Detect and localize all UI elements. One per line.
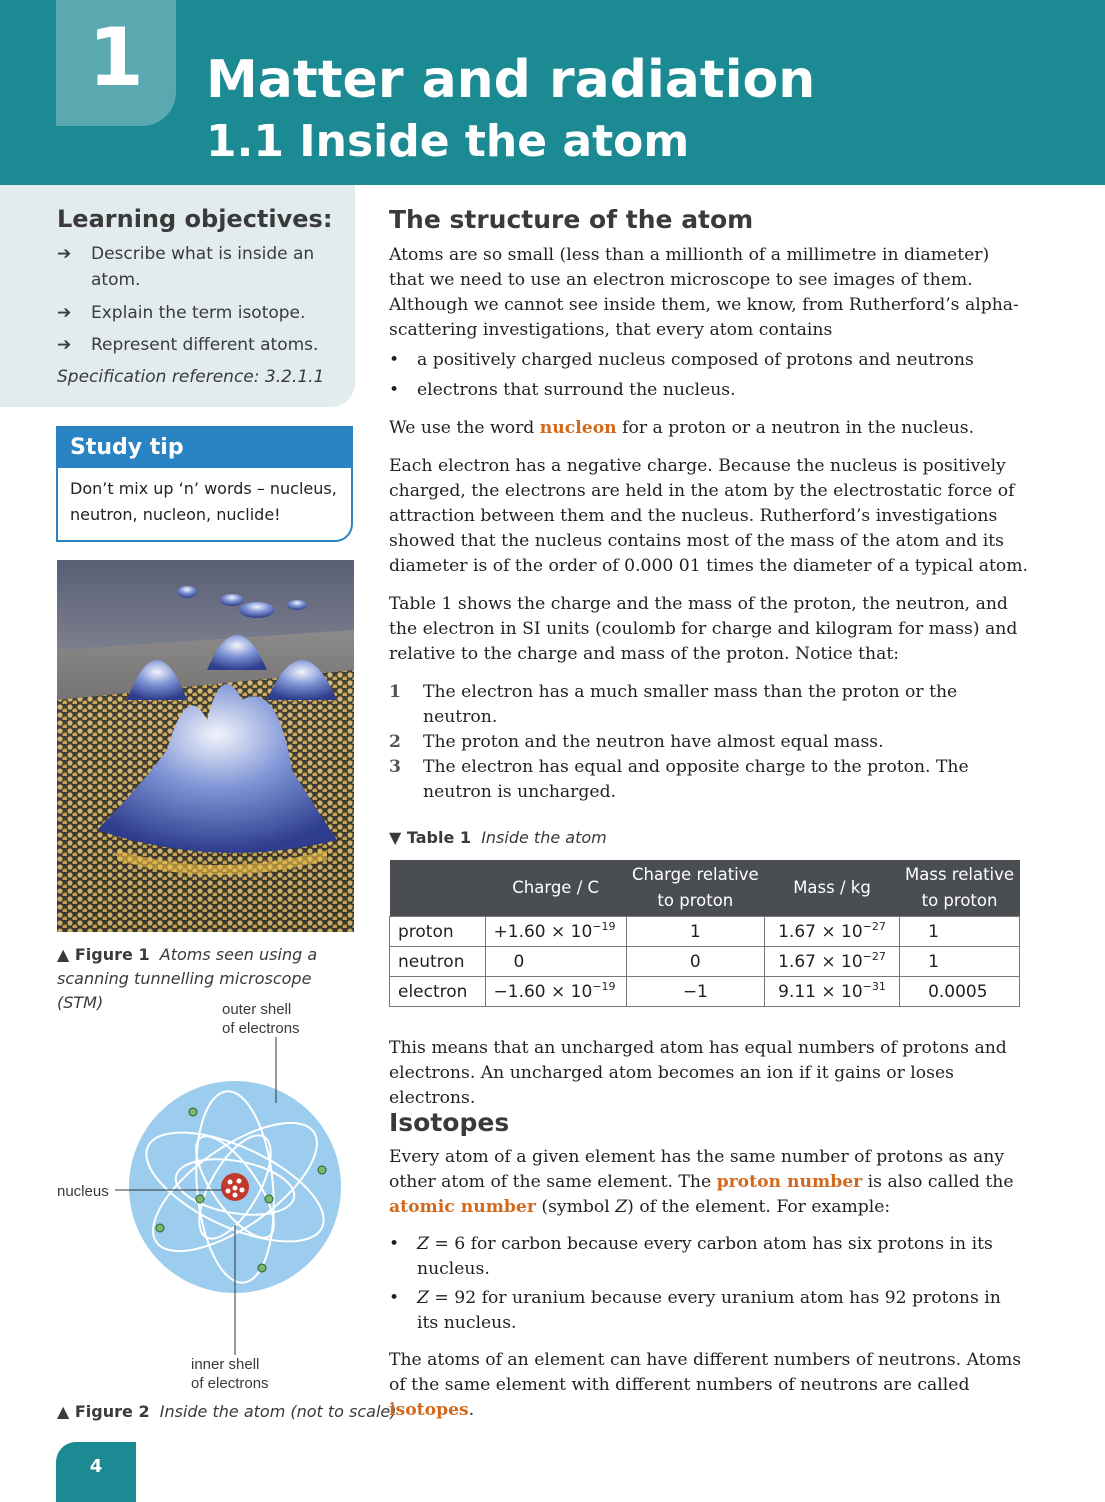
chapter-number: 1 [88,11,144,104]
study-tip-title: Study tip [70,435,184,460]
section-title: 1.1 Inside the atom [206,116,690,167]
bullet-dot: • [389,1234,400,1254]
triangle-down-icon: ▼ [389,828,407,847]
nucleus-label: nucleus [57,1183,109,1200]
table-row: proton $+1.60 \times 10^{-19}$ 1 $1.67 \times 10^{-27}$ 1 [390,917,1020,947]
keyword-nucleon: nucleon [539,418,617,438]
paragraph-proton-number: Every atom of a given element has the same number of protons as any other atom of the same element. The proton number is also called the atomic number (symbol Z) of the element. For example: [389,1147,1014,1217]
paragraph-nucleon: We use the word nucleon for a proton or a neutron in the nucleus. [389,418,975,438]
table-row: neutron 0 0 $1.67 \times 10^{-27}$ 1 [390,947,1020,977]
study-tip-text: Don’t mix up ‘n’ words – nucleus, neutron, nucleon, nuclide! [70,479,337,524]
chapter-title: Matter and radiation [206,50,816,110]
keyword-proton-number: proton number [716,1172,863,1192]
page-number: 4 [89,1456,103,1477]
outer-shell-label: outer shell of electrons [222,1001,300,1037]
paragraph-table-intro: Table 1 shows the charge and the mass of the proton, the neutron, and the electron in SI units (coulomb for charge and kilogram for mass) and relative to the charge and mass of the proton. Notice that: [389,594,1018,664]
figure-1-caption: ▲ Figure 1 Atoms seen using a scanning tunnelling microscope (STM) [57,945,318,1012]
atom-particles-table [389,860,1020,1007]
keyword-atomic-number: atomic number [389,1197,536,1217]
bullet-dot: • [389,1288,400,1308]
bullet-dot: • [389,350,400,370]
paragraph-isotopes: The atoms of an element can have different numbers of neutrons. Atoms of the same element with different numbers of neutrons are called isotopes. [389,1350,1022,1420]
heading-structure: The structure of the atom [389,205,754,234]
paragraph-intro: Atoms are so small (less than a millionth of a millimetre in diameter) that we need to use an electron microscope to see images of them. Although we cannot see inside them, we know, from Rutherford’s alpha-scattering investigations, that every atom contains [389,245,1019,340]
arrow-right-icon: ➔ [57,244,72,264]
table-header-row: Charge / C Charge relative to proton Mass / kg Mass relative to proton [390,860,1020,917]
keyword-isotopes: isotopes [389,1400,469,1420]
figure-2-caption: ▲ Figure 2 Inside the atom (not to scale) [57,1402,397,1421]
heading-isotopes: Isotopes [389,1108,510,1137]
learning-objectives-title: Learning objectives: [57,205,333,233]
arrow-right-icon: ➔ [57,335,72,355]
table-1-caption: ▼ Table 1 Inside the atom [389,828,607,847]
inner-shell-label: inner shell of electrons [191,1356,269,1392]
bullet-dot: • [389,380,400,400]
arrow-right-icon: ➔ [57,303,72,323]
specification-reference: Specification reference: 3.2.1.1 [57,367,325,387]
paragraph-electron-charge: Each electron has a negative charge. Because the nucleus is positively charged, the electrons are held in the atom by the electrostatic force of attraction between them and the nucleus. Rutherford’s investigations showed that the nucleus contains most of the mass of the atom and its diameter is of the order of 0.000 01 times the diameter of a typical atom. [389,456,1028,576]
figure-label: ▲ Figure 1 [57,945,150,964]
paragraph-uncharged-atom: This means that an uncharged atom has equal numbers of protons and electrons. An uncharged atom becomes an ion if it gains or loses electrons. [389,1038,1007,1108]
table-row: electron $-1.60 \times 10^{-19}$ −1 $9.11 \times 10^{-31}$ 0.0005 [390,977,1020,1007]
stm-image [57,560,354,932]
figure-label: ▲ Figure 2 [57,1402,150,1421]
